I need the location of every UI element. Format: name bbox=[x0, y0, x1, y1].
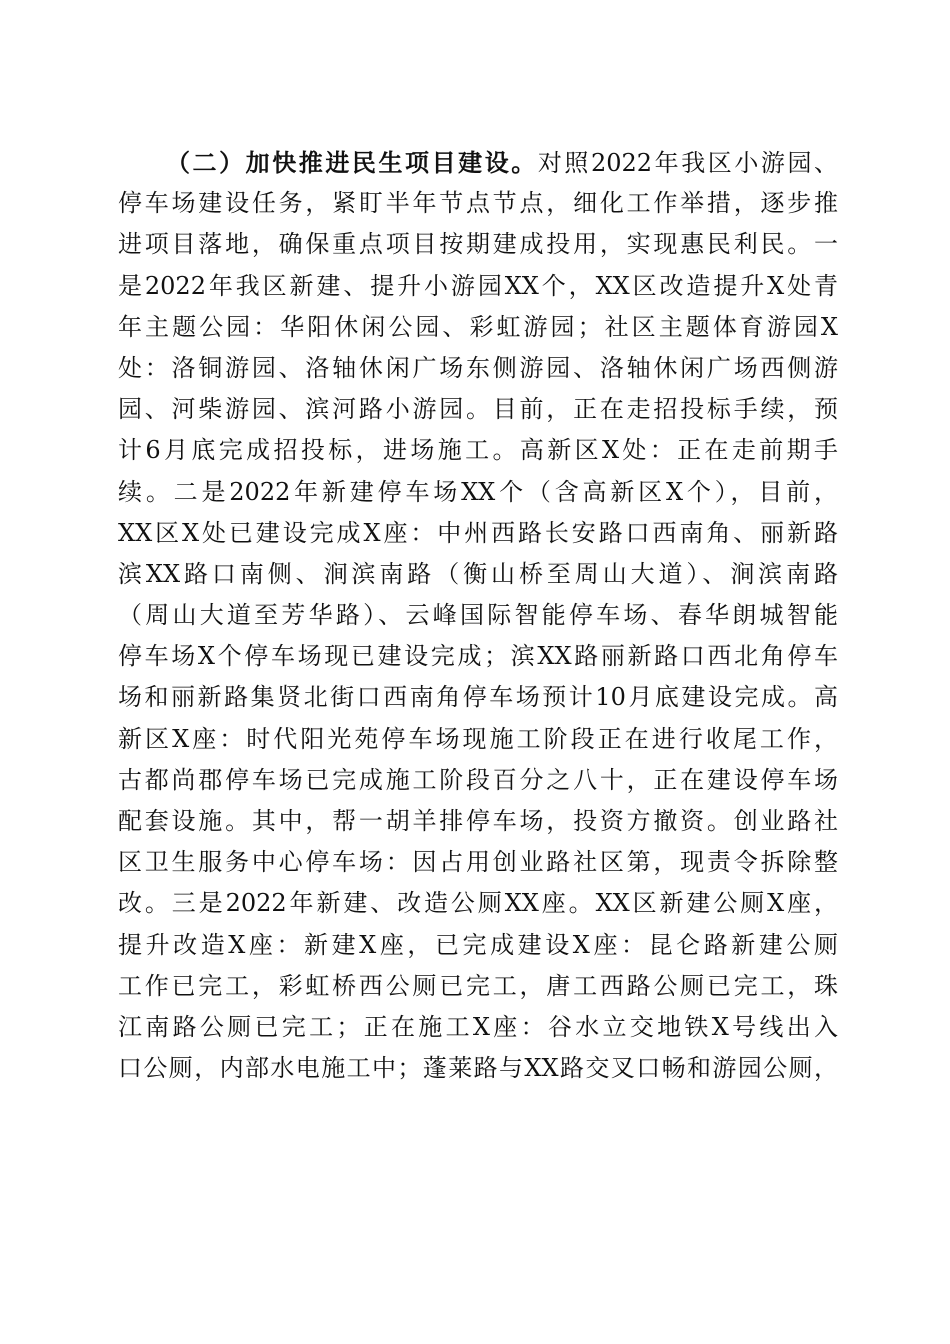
paragraph-line: 续。二是2022年新建停车场XX个（含高新区X个），目前， bbox=[118, 477, 838, 506]
paragraph-line: 江南路公厕已完工；正在施工X座：谷水立交地铁X号线出入 bbox=[118, 1012, 838, 1041]
paragraph-line: XX区X处已建设完成X座：中州西路长安路口西南角、丽新路 bbox=[118, 518, 838, 547]
paragraph-line: 新区X座：时代阳光苑停车场现施工阶段正在进行收尾工作， bbox=[118, 724, 838, 753]
line-text: 对照2022年我区小游园、 bbox=[537, 149, 839, 177]
paragraph-line: 计6月底完成招投标，进场施工。高新区X处：正在走前期手 bbox=[118, 436, 838, 465]
paragraph-line: 是2022年我区新建、提升小游园XX个，XX区改造提升X处青 bbox=[118, 271, 838, 300]
paragraph-line: 区卫生服务中心停车场：因占用创业路社区第，现责令拆除整 bbox=[118, 848, 838, 877]
paragraph-line: 滨XX路口南侧、涧滨南路（衡山桥至周山大道）、涧滨南路 bbox=[118, 559, 838, 588]
paragraph-line: 处：洛铜游园、洛轴休闲广场东侧游园、洛轴休闲广场西侧游 bbox=[118, 353, 838, 382]
paragraph-line: 提升改造X座：新建X座，已完成建设X座：昆仑路新建公厕 bbox=[118, 930, 838, 959]
paragraph-line: 进项目落地，确保重点项目按期建成投用，实现惠民利民。一 bbox=[118, 230, 838, 259]
paragraph-line: 改。三是2022年新建、改造公厕XX座。XX区新建公厕X座， bbox=[118, 889, 838, 918]
section-heading: （二）加快推进民生项目建设。 bbox=[166, 148, 538, 177]
body-paragraph bbox=[118, 142, 838, 1089]
paragraph-line bbox=[118, 142, 838, 183]
paragraph-line: 停车场X个停车场现已建设完成；滨XX路丽新路口西北角停车 bbox=[118, 642, 838, 671]
paragraph-line: 古都尚郡停车场已完成施工阶段百分之八十，正在建设停车场 bbox=[118, 765, 838, 794]
paragraph-line: 年主题公园：华阳休闲公园、彩虹游园；社区主题体育游园X bbox=[118, 312, 838, 341]
paragraph-line: 场和丽新路集贤北街口西南角停车场预计10月底建设完成。高 bbox=[118, 683, 838, 712]
paragraph-line: 口公厕，内部水电施工中；蓬莱路与XX路交叉口畅和游园公厕， bbox=[118, 1054, 838, 1083]
paragraph-line: 停车场建设任务，紧盯半年节点节点，细化工作举措，逐步推 bbox=[118, 189, 838, 218]
paragraph-line: （周山大道至芳华路）、云峰国际智能停车场、春华朗城智能 bbox=[118, 601, 838, 630]
paragraph-line: 园、河柴游园、滨河路小游园。目前，正在走招投标手续，预 bbox=[118, 395, 838, 424]
paragraph-line: 配套设施。其中，帮一胡羊排停车场，投资方撤资。创业路社 bbox=[118, 807, 838, 835]
paragraph-line: 工作已完工，彩虹桥西公厕已完工，唐工西路公厕已完工，珠 bbox=[118, 971, 838, 1000]
